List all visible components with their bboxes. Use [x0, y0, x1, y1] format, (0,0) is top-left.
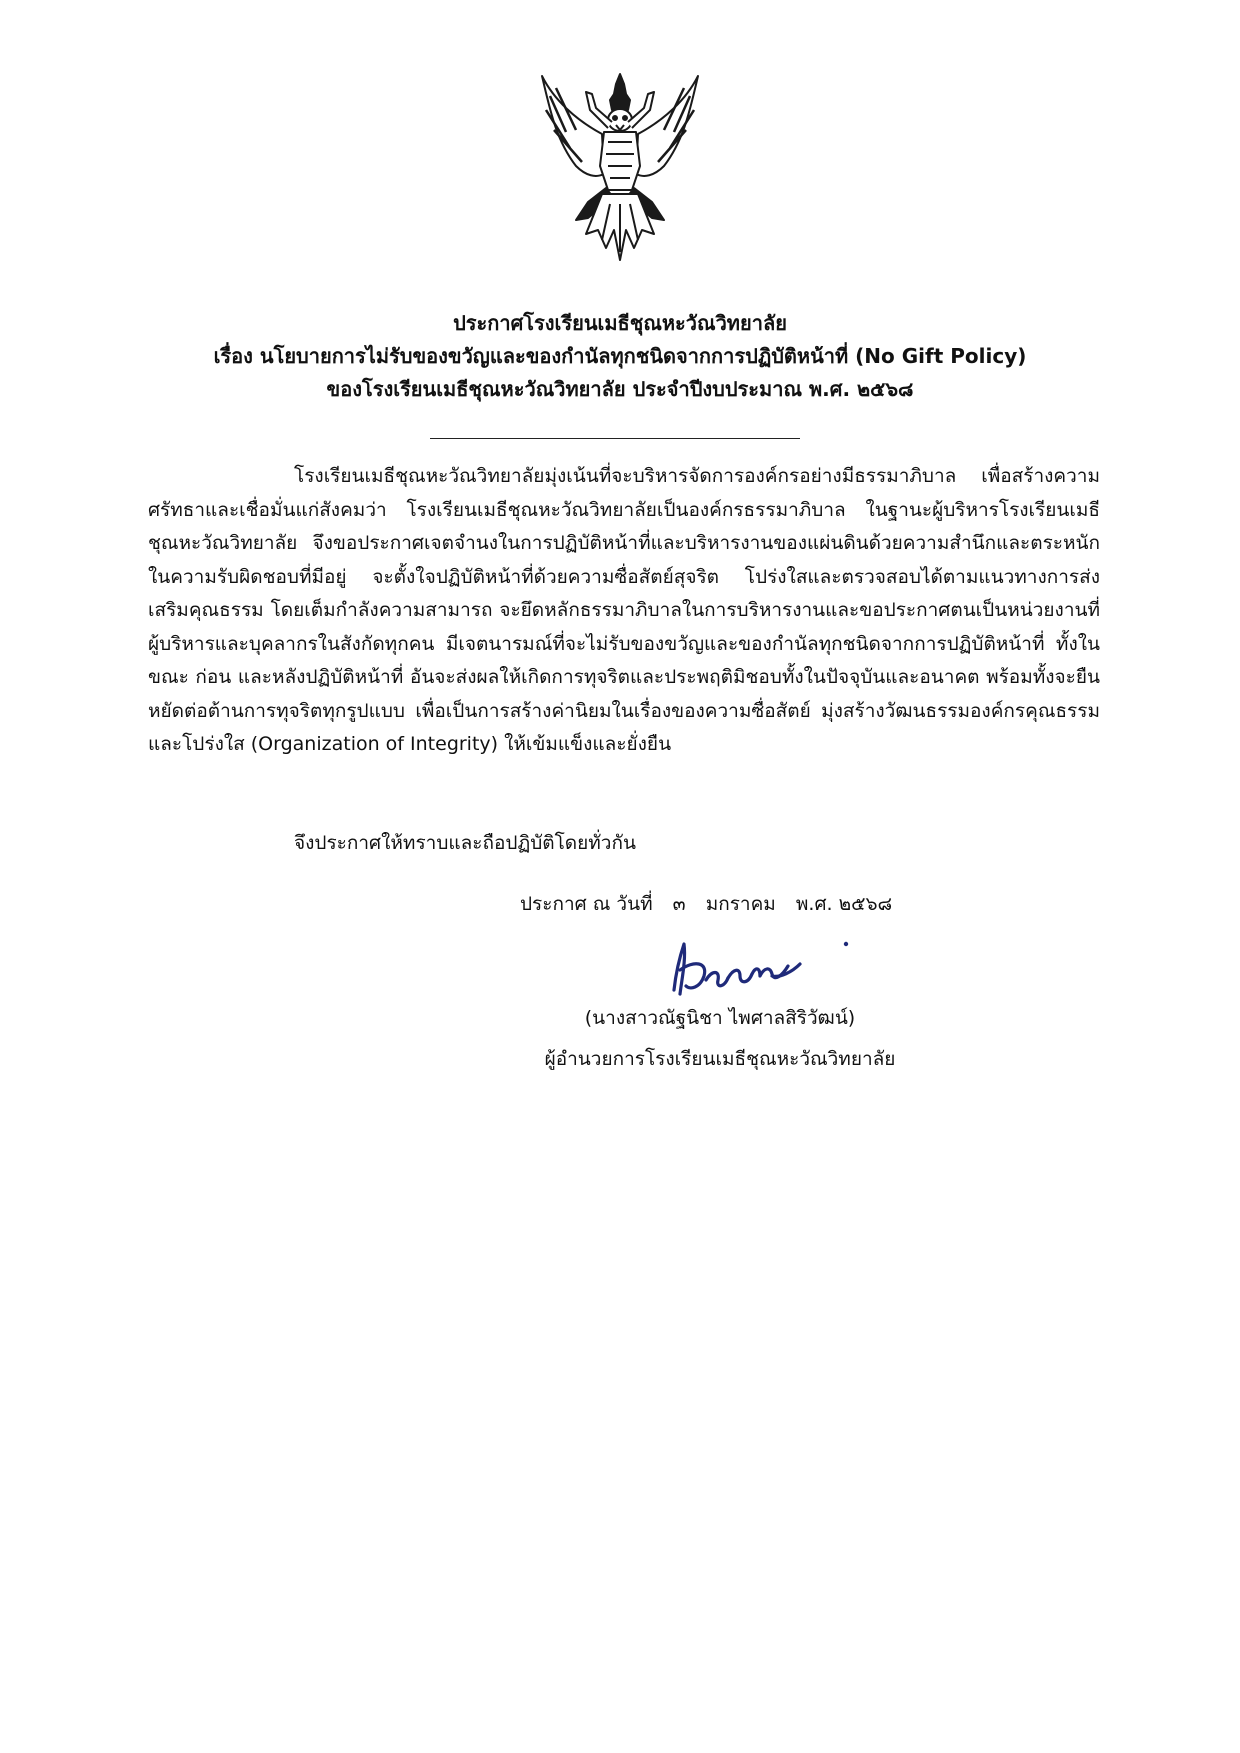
title-underline-divider	[430, 438, 800, 439]
handwritten-signature	[660, 930, 870, 1008]
date-month: มกราคม	[705, 893, 776, 915]
closing-statement: จึงประกาศให้ทราบและถือปฏิบัติโดยทั่วกัน	[294, 832, 636, 854]
title-line-fiscal-year: ของโรงเรียนเมธีชุณหะวัณวิทยาลัย ประจำปีงบประมาณ พ.ศ. ๒๕๖๘	[326, 377, 914, 401]
title-line-announcement: ประกาศโรงเรียนเมธีชุณหะวัณวิทยาลัย	[453, 311, 787, 335]
date-year: พ.ศ. ๒๕๖๘	[795, 893, 893, 915]
body-paragraph: โรงเรียนเมธีชุณหะวัณวิทยาลัยมุ่งเน้นที่จะบริหารจัดการองค์กรอย่างมีธรรมาภิบาล เพื่อสร้างความศรัทธาและเชื่อมั่นแก่สังคมว่า โรงเรียนเมธีชุณหะวัณวิทยาลัยเป็นองค์กรธรรมาภิบาล ในฐานะผู้บริหารโรงเรียนเมธีชุณหะวัณวิทยาลัย จึงขอประกาศเจตจำนงในการปฏิบัติหน้าที่และบริหารงานของแผ่นดินด้วยความสำนึกและตระหนักในความรับผิดชอบที่มีอยู่ จะตั้งใจปฏิบัติหน้าที่ด้วยความซื่อสัตย์สุจริต โปร่งใสและตรวจสอบได้ตามแนวทางการส่งเสริมคุณธรรม โดยเต็มกำลังความสามารถ จะยึดหลักธรรมาภิบาลในการบริหารงานและขอประกาศตนเป็นหน่วยงานที่ผู้บริหารและบุคลากรในสังกัดทุกคน มีเจตนารมณ์ที่จะไม่รับของขวัญและของกำนัลทุกชนิดจากการปฏิบัติหน้าที่ ทั้งในขณะ ก่อน และหลังปฏิบัติหน้าที่ อันจะส่งผลให้เกิดการทุจริตและประพฤติมิชอบทั้งในปัจจุบันและอนาคต พร้อมทั้งจะยืนหยัดต่อต้านการทุจริตทุกรูปแบบ เพื่อเป็นการสร้างค่านิยมในเรื่องของความซื่อสัตย์ มุ่งสร้างวัฒนธรรมองค์กรคุณธรรมและโปร่งใส (Organization of Integrity) ให้เข้มแข็งและยั่งยืน	[148, 465, 1100, 755]
signer-name: (นางสาวณัฐนิชา ไพศาลสิริวัฒน์)	[584, 1007, 856, 1029]
announcement-date	[520, 888, 906, 922]
garuda-emblem-icon	[536, 70, 704, 266]
date-prefix: ประกาศ ณ วันที่	[520, 893, 653, 915]
title-line-subject: เรื่อง นโยบายการไม่รับของขวัญและของกำนัลทุกชนิดจากการปฏิบัติหน้าที่ (No Gift Policy)	[213, 344, 1027, 368]
signer-position: ผู้อำนวยการโรงเรียนเมธีชุณหะวัณวิทยาลัย	[544, 1048, 896, 1070]
document-title-block	[120, 307, 1120, 406]
date-day: ๓	[672, 893, 686, 915]
